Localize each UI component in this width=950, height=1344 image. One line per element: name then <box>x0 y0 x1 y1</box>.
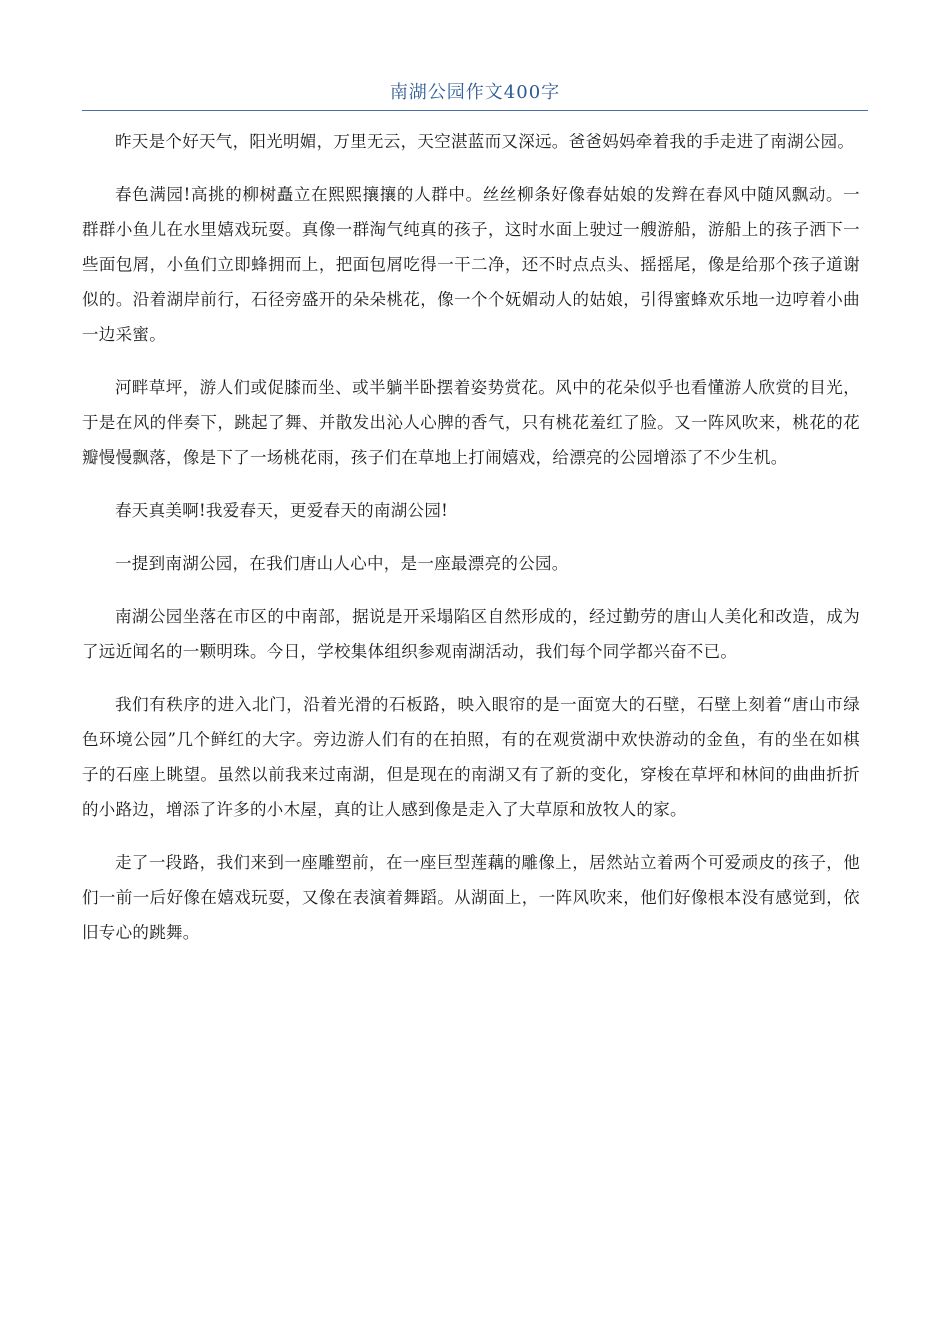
paragraph-4: 春天真美啊!我爱春天，更爱春天的南湖公园! <box>115 501 449 520</box>
paragraph-7: 我们有秩序的进入北门，沿着光滑的石板路，映入眼帘的是一面宽大的石壁，石壁上刻着“唐山市绿色环境公园”几个鲜红的大字。旁边游人们有的在拍照，有的在观赏湖中欢快游动的金鱼，有的坐在如棋子的石座上眺望。虽然以前我来过南湖，但是现在的南湖又有了新的变化，穿梭在草坪和林间的曲曲折折的小路边，增添了许多的小木屋，真的让人感到像是走入了大草原和放牧人的家。 <box>82 695 860 819</box>
paragraph-6: 南湖公园坐落在市区的中南部，据说是开采塌陷区自然形成的，经过勤劳的唐山人美化和改造，成为了远近闻名的一颗明珠。今日，学校集体组织参观南湖活动，我们每个同学都兴奋不已。 <box>82 607 860 661</box>
paragraph-3: 河畔草坪，游人们或促膝而坐、或半躺半卧摆着姿势赏花。风中的花朵似乎也看懂游人欣赏的目光，于是在风的伴奏下，跳起了舞、并散发出沁人心脾的香气，只有桃花羞红了脸。又一阵风吹来，桃花的花瓣慢慢飘落，像是下了一场桃花雨，孩子们在草地上打闹嬉戏，给漂亮的公园增添了不少生机。 <box>82 378 860 467</box>
article-body <box>82 124 860 968</box>
page-header <box>82 80 868 111</box>
page-title: 南湖公园作文400字 <box>389 82 561 103</box>
paragraph-8: 走了一段路，我们来到一座雕塑前，在一座巨型莲藕的雕像上，居然站立着两个可爱顽皮的孩子，他们一前一后好像在嬉戏玩耍，又像在表演着舞蹈。从湖面上，一阵风吹来，他们好像根本没有感觉到，依旧专心的跳舞。 <box>82 853 860 942</box>
paragraph-2: 春色满园!高挑的柳树矗立在熙熙攘攘的人群中。丝丝柳条好像春姑娘的发辫在春风中随风飘动。一群群小鱼儿在水里嬉戏玩耍。真像一群淘气纯真的孩子，这时水面上驶过一艘游船，游船上的孩子洒下一些面包屑，小鱼们立即蜂拥而上，把面包屑吃得一干二净，还不时点点头、摇摇尾，像是给那个孩子道谢似的。沿着湖岸前行，石径旁盛开的朵朵桃花，像一个个妩媚动人的姑娘，引得蜜蜂欢乐地一边哼着小曲一边采蜜。 <box>82 185 860 344</box>
paragraph-5: 一提到南湖公园，在我们唐山人心中，是一座最漂亮的公园。 <box>115 554 569 573</box>
paragraph-1: 昨天是个好天气，阳光明媚，万里无云，天空湛蓝而又深远。爸爸妈妈牵着我的手走进了南湖公园。 <box>115 132 855 151</box>
